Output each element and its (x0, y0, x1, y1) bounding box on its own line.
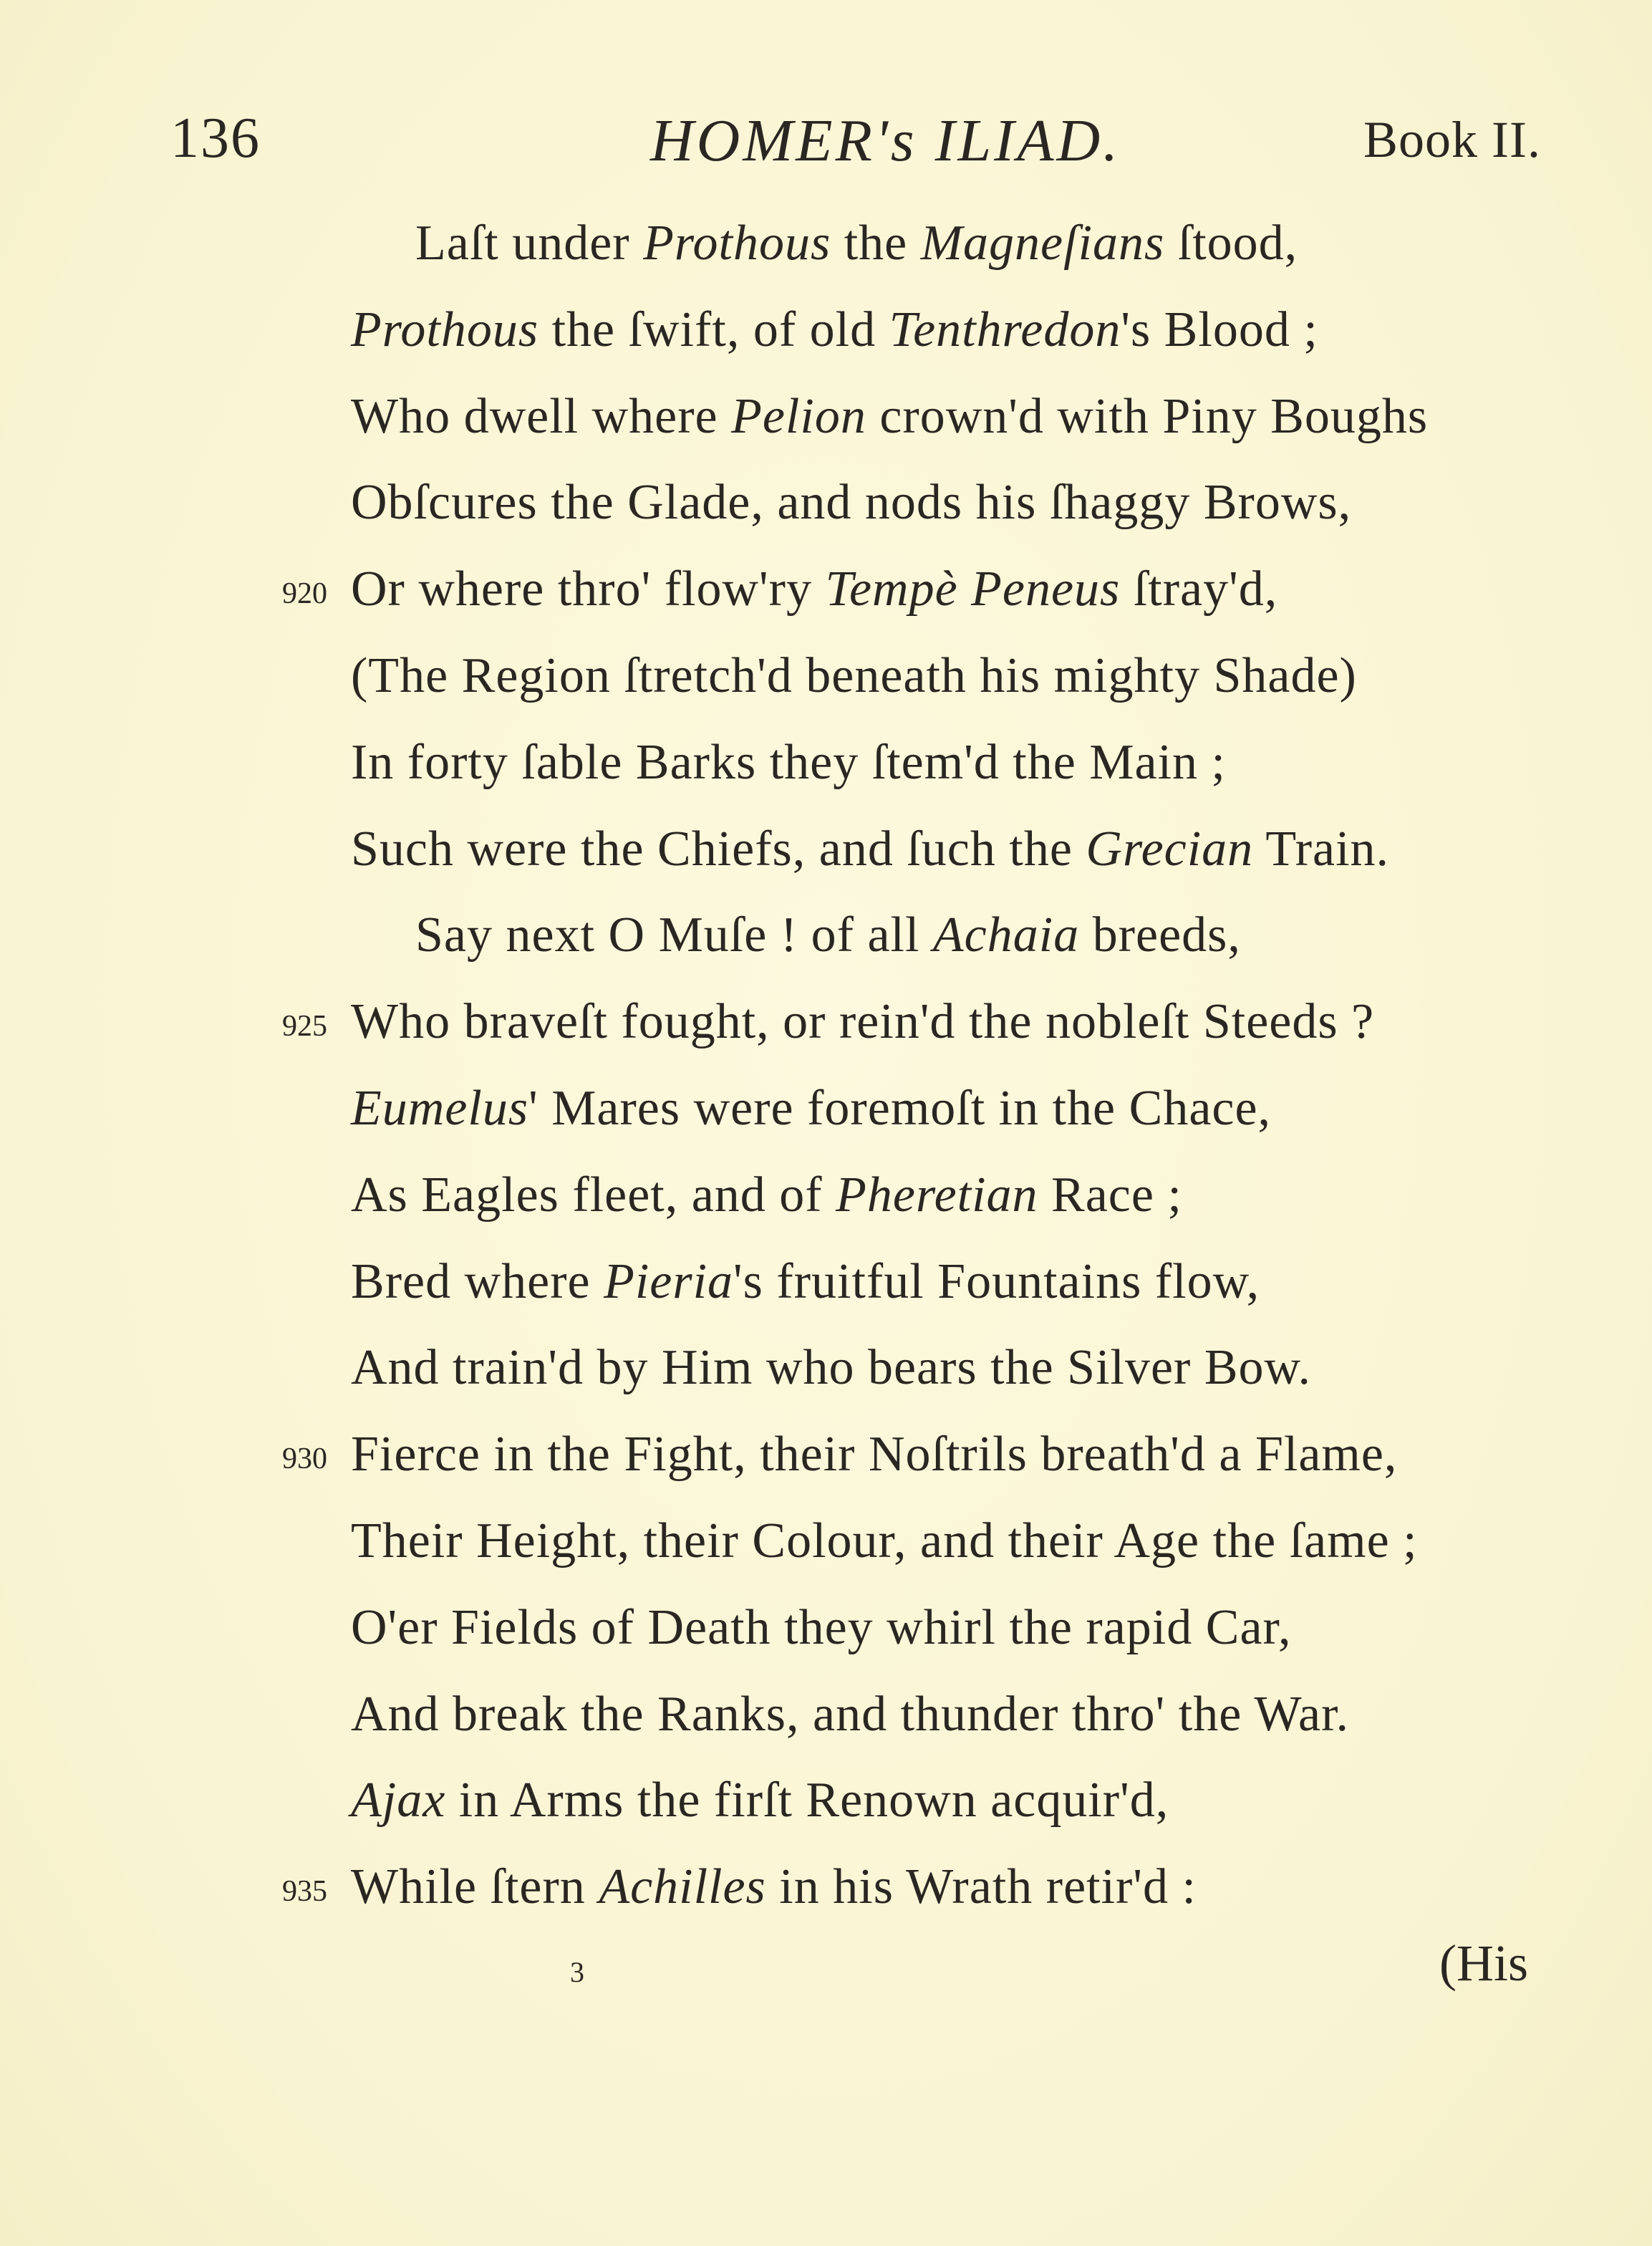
verse-segment: 's Blood ; (1121, 302, 1318, 357)
italic-name: Grecian (1086, 821, 1254, 877)
italic-name: Pheretian (836, 1167, 1038, 1223)
verse-line (0, 381, 1652, 453)
verse-line (0, 1246, 1652, 1318)
italic-name: Ajax (351, 1773, 446, 1828)
verse-segment: Such were the Chiefs, and ſuch the (351, 821, 1086, 877)
verse-text (415, 208, 1298, 279)
line-number: 925 (282, 1010, 327, 1044)
verse-line (0, 294, 1652, 366)
verse-text (351, 1851, 1197, 1923)
verse-text (351, 1505, 1418, 1577)
verse-text (351, 986, 1374, 1058)
verse-line (0, 1419, 1652, 1490)
page-number: 136 (170, 107, 261, 170)
verse-segment: As Eagles fleet, and of (351, 1167, 836, 1223)
verse-segment: Who braveſt fought, or rein'd the nobleſt Steeds ? (351, 994, 1375, 1050)
verse-text (351, 294, 1318, 366)
verse-segment: ' Mares were foremoſt in the Chace, (528, 1081, 1272, 1136)
verse-text (415, 900, 1241, 971)
verse-text (351, 727, 1226, 799)
verse-line (0, 1160, 1652, 1231)
verse-text (351, 554, 1277, 625)
verse-text (351, 1592, 1292, 1664)
verse-line (0, 814, 1652, 885)
verse-segment: Their Height, their Colour, and their Age the ſame ; (351, 1513, 1418, 1568)
verse-segment: In forty ſable Barks they ſtem'd the Main ; (351, 734, 1226, 790)
verse-text (351, 467, 1351, 539)
verse-segment: Say next O Muſe ! of all (415, 907, 933, 963)
verse-text (351, 381, 1428, 453)
verse-segment: ſtood, (1164, 216, 1298, 271)
italic-name: Achaia (932, 907, 1080, 963)
verse-segment: 's fruitful Fountains flow, (733, 1253, 1260, 1309)
verse-segment: Who dwell where (351, 388, 732, 444)
verse-line (0, 986, 1652, 1058)
verse-text (351, 1679, 1349, 1750)
catchword: (His (1439, 1934, 1528, 1992)
verse-segment: the (831, 216, 921, 271)
verse-line (0, 1592, 1652, 1664)
verse-text (351, 640, 1357, 712)
verse-segment: in his Wrath retir'd : (765, 1859, 1197, 1915)
verse-line (0, 1332, 1652, 1404)
verse-segment: in Arms the firſt Renown acquir'd, (445, 1773, 1169, 1828)
signature-mark: 3 (570, 1956, 584, 1988)
verse-segment: (The Region ſtretch'd beneath his mighty Shade) (351, 648, 1357, 703)
verse-text (351, 1246, 1260, 1318)
verse-segment: Or where thro' flow'ry (351, 562, 826, 617)
verse-segment: Train. (1253, 821, 1390, 877)
line-number: 920 (282, 577, 327, 611)
verse-text (351, 814, 1389, 885)
verse-segment: And break the Ranks, and thunder thro' the War. (351, 1686, 1350, 1742)
verse-segment: Race ; (1038, 1167, 1182, 1223)
line-number: 935 (282, 1875, 327, 1909)
italic-name: Magneſians (920, 216, 1165, 271)
italic-name: Tempè Peneus (825, 562, 1121, 617)
verse-segment: And train'd by Him who bears the Silver Bow. (351, 1340, 1312, 1396)
verse-text (351, 1160, 1182, 1231)
verse-line (0, 640, 1652, 712)
verse-line (0, 467, 1652, 539)
verse-line (0, 554, 1652, 625)
verse-segment: the ſwift, of old (538, 302, 889, 357)
verse-segment: breeds, (1079, 907, 1241, 963)
italic-name: Eumelus (351, 1081, 529, 1136)
line-number: 930 (282, 1442, 327, 1476)
italic-name: Tenthredon (889, 302, 1121, 357)
verse-segment: Fierce in the Fight, their Noſtrils breath'd a Flame, (351, 1427, 1398, 1483)
verse-segment: ſtray'd, (1120, 562, 1278, 617)
verse-line (0, 900, 1652, 971)
page-header (0, 100, 1652, 179)
italic-name: Achilles (599, 1859, 766, 1915)
italic-name: Prothous (643, 216, 831, 271)
book-label: Book II. (1363, 111, 1541, 168)
verse-text (351, 1419, 1397, 1490)
italic-name: Pelion (731, 388, 866, 444)
verse-segment: Bred where (351, 1253, 604, 1309)
italic-name: Pieria (604, 1253, 734, 1309)
verse-segment: crown'd with Piny Boughs (866, 388, 1429, 444)
verse-line (0, 1505, 1652, 1577)
verse-segment: Laſt under (415, 216, 644, 271)
page-footer (0, 1934, 1652, 2020)
verse-line (0, 727, 1652, 799)
verse-line (0, 1765, 1652, 1836)
italic-name: Prothous (351, 302, 539, 357)
verse-segment: O'er Fields of Death they whirl the rapid Car, (351, 1599, 1292, 1655)
verse-line (0, 1679, 1652, 1750)
verse-line (0, 208, 1652, 279)
verse-text (351, 1765, 1169, 1836)
verse-segment: Obſcures the Glade, and nods his ſhaggy Brows, (351, 475, 1352, 531)
running-title: HOMER's ILIAD. (650, 107, 1121, 174)
verse-text (351, 1073, 1271, 1144)
verse-segment: While ſtern (351, 1859, 599, 1915)
verse-line (0, 1851, 1652, 1923)
verse-line (0, 1073, 1652, 1144)
verse-text (351, 1332, 1311, 1404)
